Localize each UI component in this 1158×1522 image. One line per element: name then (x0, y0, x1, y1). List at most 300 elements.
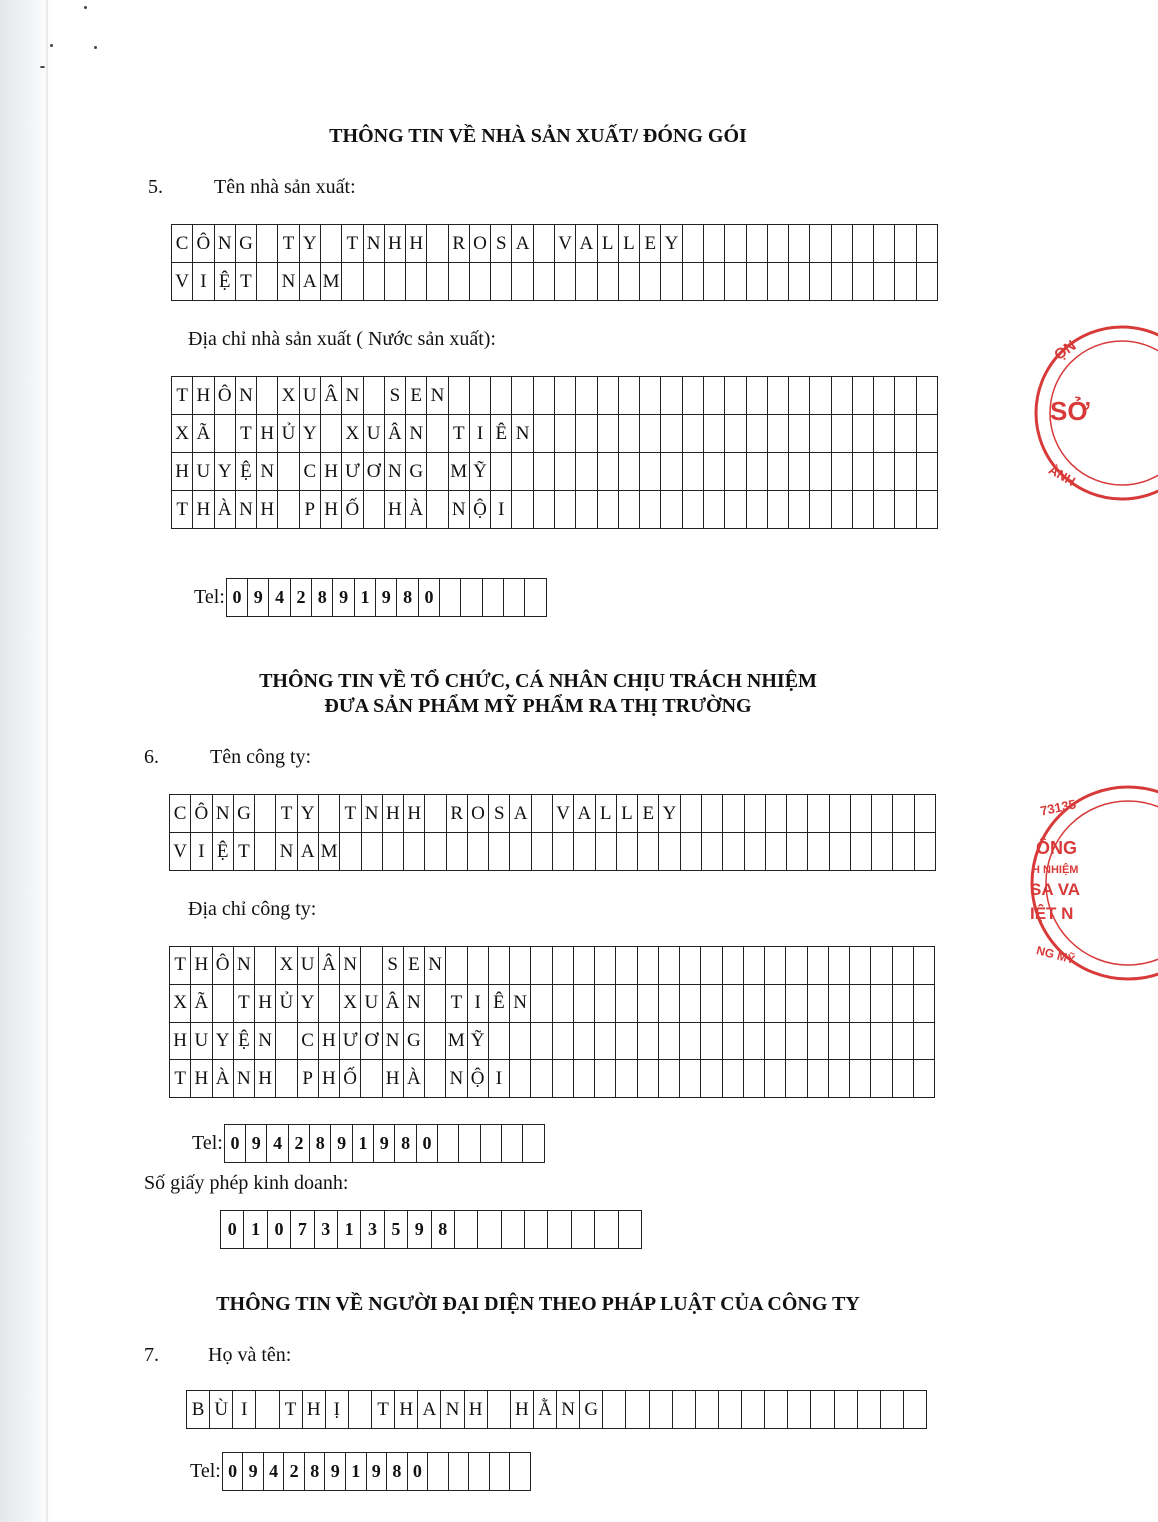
char-box (853, 453, 874, 491)
digit-box: 9 (376, 579, 397, 617)
char-box (917, 377, 938, 415)
char-box: N (449, 491, 470, 529)
char-box (789, 263, 810, 301)
char-box (768, 491, 789, 529)
char-box (683, 263, 704, 301)
manufacturer-tel-grid (226, 578, 547, 617)
digit-box: 9 (333, 579, 354, 617)
char-box: Y (300, 225, 321, 263)
char-box (786, 985, 807, 1023)
char-box (576, 415, 597, 453)
char-box: H (511, 1391, 534, 1429)
char-box (768, 377, 789, 415)
char-box (427, 453, 448, 491)
tel-label: Tel: (190, 1460, 221, 1482)
stamp-center-text: IỆT N (1030, 904, 1074, 923)
char-box (810, 491, 831, 529)
digit-box: 2 (291, 579, 312, 617)
char-box (851, 833, 872, 871)
char-box: V (170, 833, 191, 871)
digit-box (469, 1453, 490, 1491)
char-box: Y (300, 415, 321, 453)
char-box (470, 377, 491, 415)
char-box (449, 263, 470, 301)
char-box (766, 833, 787, 871)
char-box (917, 415, 938, 453)
char-box (723, 1023, 744, 1061)
char-box: T (170, 947, 191, 985)
char-box: T (236, 415, 257, 453)
char-box (701, 1060, 722, 1098)
char-box (701, 1023, 722, 1061)
digit-box: 9 (246, 1125, 267, 1163)
stamp-center-text: ÔNG (1036, 838, 1078, 858)
char-box (850, 1060, 871, 1098)
char-box (427, 225, 448, 263)
char-box (789, 225, 810, 263)
digit-box (459, 1125, 480, 1163)
char-box: X (340, 985, 361, 1023)
char-box (491, 263, 512, 301)
char-box: T (170, 1060, 191, 1098)
char-box: H (465, 1391, 488, 1429)
char-box (489, 947, 510, 985)
char-box (853, 415, 874, 453)
char-box (661, 415, 682, 453)
char-box: A (510, 795, 531, 833)
char-box (874, 377, 895, 415)
char-box (704, 491, 725, 529)
char-box: Ô (213, 947, 234, 985)
char-box: L (619, 225, 640, 263)
char-box (673, 1391, 696, 1429)
char-box: E (404, 947, 425, 985)
char-box (744, 947, 765, 985)
char-box (850, 947, 871, 985)
char-box (808, 1060, 829, 1098)
char-box: N (406, 415, 427, 453)
char-box: U (364, 415, 385, 453)
char-box: G (406, 453, 427, 491)
char-box (598, 453, 619, 491)
char-box (914, 1060, 935, 1098)
char-box (576, 491, 597, 529)
char-box: P (300, 491, 321, 529)
char-box (786, 947, 807, 985)
digit-box: 4 (269, 579, 290, 617)
char-box: H (385, 225, 406, 263)
char-box (829, 1060, 850, 1098)
char-box: M (319, 833, 340, 871)
digit-box: 1 (338, 1211, 361, 1249)
char-box: H (383, 795, 404, 833)
char-box: H (191, 947, 212, 985)
char-box: Y (215, 453, 236, 491)
char-box (853, 263, 874, 301)
char-box (747, 491, 768, 529)
char-box: N (236, 491, 257, 529)
char-box: H (172, 453, 193, 491)
char-box (510, 1060, 531, 1098)
char-box: Ệ (213, 833, 234, 871)
char-box (598, 415, 619, 453)
char-box: N (257, 453, 278, 491)
char-box (765, 947, 786, 985)
char-box: Ủ (276, 985, 297, 1023)
char-box: N (342, 377, 363, 415)
business-license-row (220, 1210, 642, 1249)
digit-box (619, 1211, 642, 1249)
char-box (512, 491, 533, 529)
char-box (832, 415, 853, 453)
char-box (595, 1023, 616, 1061)
char-box (512, 263, 533, 301)
char-box: H (319, 1060, 340, 1098)
representative-name-grid (186, 1390, 927, 1429)
digit-box: 3 (361, 1211, 384, 1249)
char-box: Ằ (534, 1391, 557, 1429)
char-box: H (321, 453, 342, 491)
char-box (427, 491, 448, 529)
char-box (319, 985, 340, 1023)
char-box: Ù (210, 1391, 233, 1429)
char-box (765, 1391, 788, 1429)
char-box (811, 1391, 834, 1429)
char-box (808, 833, 829, 871)
digit-box (525, 1211, 548, 1249)
scan-speck (50, 44, 53, 47)
char-box (788, 1391, 811, 1429)
manufacturer-tel-row (194, 578, 547, 617)
char-box: P (298, 1060, 319, 1098)
char-box: N (276, 833, 297, 871)
representative-name-label: Họ và tên: (208, 1344, 292, 1366)
digit-box: 8 (397, 579, 418, 617)
char-box (425, 1060, 446, 1098)
char-box: G (404, 1023, 425, 1061)
char-box (383, 833, 404, 871)
char-box: Ô (193, 225, 214, 263)
char-box (915, 833, 936, 871)
char-box: Ã (193, 415, 214, 453)
scan-speck (40, 66, 45, 68)
char-box (488, 1391, 511, 1429)
digit-box: 0 (227, 579, 248, 617)
char-box (895, 225, 916, 263)
digit-box (440, 579, 461, 617)
char-box (640, 263, 661, 301)
stamp-arc-text: ỌN (1051, 337, 1080, 364)
char-box (704, 263, 725, 301)
char-box: T (234, 833, 255, 871)
char-box (361, 947, 382, 985)
char-box (745, 833, 766, 871)
char-box (702, 795, 723, 833)
char-box: R (449, 225, 470, 263)
char-box (638, 985, 659, 1023)
char-box (765, 1060, 786, 1098)
manufacturer-address-label: Địa chỉ nhà sản xuất ( Nước sản xuất): (188, 328, 496, 350)
char-box (704, 453, 725, 491)
char-box (768, 415, 789, 453)
char-box (914, 947, 935, 985)
char-box: V (172, 263, 193, 301)
char-box: U (193, 453, 214, 491)
char-box: I (193, 263, 214, 301)
digit-box (455, 1211, 478, 1249)
scan-speck (94, 46, 97, 49)
char-box: S (385, 377, 406, 415)
char-box (617, 833, 638, 871)
stamp-arc-text: NG MỸ (1034, 943, 1077, 967)
char-box (619, 263, 640, 301)
char-box (742, 1391, 765, 1429)
digit-box: 3 (315, 1211, 338, 1249)
char-box (489, 1023, 510, 1061)
char-box (871, 1060, 892, 1098)
char-box (725, 415, 746, 453)
char-box (766, 795, 787, 833)
char-box (321, 225, 342, 263)
char-box (904, 1391, 927, 1429)
char-box (531, 1023, 552, 1061)
char-box (768, 225, 789, 263)
digit-box: 8 (305, 1453, 326, 1491)
char-box: Ê (491, 415, 512, 453)
representative-tel-row (190, 1452, 531, 1491)
digit-box: 8 (432, 1211, 455, 1249)
char-box: N (362, 795, 383, 833)
char-box: Ị (326, 1391, 349, 1429)
char-box: H (257, 491, 278, 529)
char-box: N (510, 985, 531, 1023)
char-box (874, 491, 895, 529)
stamp-arc-text: 73135 (1038, 796, 1078, 819)
digit-box: 1 (355, 579, 376, 617)
char-box (425, 985, 446, 1023)
char-box: H (385, 491, 406, 529)
char-box (768, 263, 789, 301)
char-box (681, 833, 702, 871)
digit-box: 8 (312, 579, 333, 617)
section-number: 5. (148, 176, 163, 198)
digit-box: 2 (289, 1125, 310, 1163)
char-box (555, 491, 576, 529)
char-box (681, 795, 702, 833)
company-stamp-top (1030, 318, 1090, 508)
char-box (744, 985, 765, 1023)
char-box (789, 491, 810, 529)
char-box (723, 947, 744, 985)
char-box (871, 985, 892, 1023)
char-box: N (383, 1023, 404, 1061)
char-box (553, 985, 574, 1023)
char-box (744, 1060, 765, 1098)
char-box: Ỹ (470, 453, 491, 491)
char-box (598, 263, 619, 301)
char-box (853, 491, 874, 529)
char-box (895, 377, 916, 415)
char-box (555, 263, 576, 301)
char-box (278, 491, 299, 529)
char-box (765, 985, 786, 1023)
char-box: H (193, 491, 214, 529)
digit-box: 0 (268, 1211, 291, 1249)
char-box (744, 1023, 765, 1061)
char-box (257, 377, 278, 415)
char-box: Ố (340, 1060, 361, 1098)
char-box (532, 795, 553, 833)
char-box (747, 263, 768, 301)
char-box (810, 415, 831, 453)
stamp-center-text: SỞ (1050, 396, 1090, 426)
char-box: À (215, 491, 236, 529)
char-box (534, 415, 555, 453)
char-box (349, 1391, 372, 1429)
digit-box: 8 (395, 1125, 416, 1163)
char-box: Y (298, 795, 319, 833)
char-box (512, 377, 533, 415)
char-box: N (364, 225, 385, 263)
char-box: X (278, 377, 299, 415)
char-box (491, 377, 512, 415)
char-box: H (257, 415, 278, 453)
char-box (874, 415, 895, 453)
digit-box: 9 (325, 1453, 346, 1491)
digit-box (483, 579, 504, 617)
char-box (917, 453, 938, 491)
char-box: T (236, 263, 257, 301)
char-box (468, 833, 489, 871)
digit-box: 2 (284, 1453, 305, 1491)
char-box (917, 263, 938, 301)
char-box: H (303, 1391, 326, 1429)
char-box (553, 1023, 574, 1061)
char-box: G (234, 795, 255, 833)
char-box (683, 415, 704, 453)
char-box (725, 225, 746, 263)
digit-box: 1 (353, 1125, 374, 1163)
char-box (468, 947, 489, 985)
business-license-grid (220, 1210, 642, 1249)
char-box: N (278, 263, 299, 301)
digit-box (461, 579, 482, 617)
char-box (725, 491, 746, 529)
digit-box (510, 1453, 531, 1491)
char-box (810, 225, 831, 263)
digit-box (481, 1125, 502, 1163)
char-box (534, 377, 555, 415)
char-box: T (372, 1391, 395, 1429)
char-box (640, 453, 661, 491)
char-box (364, 377, 385, 415)
char-box (850, 1023, 871, 1061)
char-box: N (255, 1023, 276, 1061)
char-box: H (406, 225, 427, 263)
char-box (574, 1023, 595, 1061)
char-box (534, 453, 555, 491)
char-box: Y (661, 225, 682, 263)
char-box: Ê (489, 985, 510, 1023)
char-box: H (383, 1060, 404, 1098)
char-box (616, 1023, 637, 1061)
char-box (531, 1060, 552, 1098)
char-box (829, 947, 850, 985)
char-box (255, 795, 276, 833)
char-box: T (172, 377, 193, 415)
char-box (683, 453, 704, 491)
char-box (598, 377, 619, 415)
representative-heading: THÔNG TIN VỀ NGƯỜI ĐẠI DIỆN THEO PHÁP LUẬT CỦA CÔNG TY (216, 1293, 860, 1315)
digit-box: 8 (387, 1453, 408, 1491)
digit-box (523, 1125, 544, 1163)
char-box: Â (321, 377, 342, 415)
char-box (701, 985, 722, 1023)
char-box: T (446, 985, 467, 1023)
char-box (321, 415, 342, 453)
char-box (532, 833, 553, 871)
char-box (723, 833, 744, 871)
char-box: X (170, 985, 191, 1023)
char-box (680, 985, 701, 1023)
char-box (808, 985, 829, 1023)
char-box: Ộ (470, 491, 491, 529)
char-box: Ố (342, 491, 363, 529)
char-box (512, 453, 533, 491)
char-box: N (385, 453, 406, 491)
char-box: N (215, 225, 236, 263)
char-box (871, 947, 892, 985)
char-box (619, 491, 640, 529)
char-box (893, 1023, 914, 1061)
char-box (255, 833, 276, 871)
manufacturer-name-label: Tên nhà sản xuất: (214, 176, 356, 198)
char-box (361, 1060, 382, 1098)
char-box: S (491, 225, 512, 263)
char-box (810, 453, 831, 491)
char-box: N (446, 1060, 467, 1098)
char-box (810, 263, 831, 301)
char-box: H (321, 491, 342, 529)
char-box (832, 453, 853, 491)
char-box: I (191, 833, 212, 871)
char-box (640, 415, 661, 453)
char-box: N (404, 985, 425, 1023)
char-box (215, 415, 236, 453)
char-box (704, 415, 725, 453)
char-box: C (170, 795, 191, 833)
company-address-label: Địa chỉ công ty: (188, 898, 317, 920)
char-box (619, 415, 640, 453)
char-box (640, 491, 661, 529)
char-box (895, 415, 916, 453)
company-tel-grid (224, 1124, 545, 1163)
char-box (723, 1060, 744, 1098)
company-address-grid (169, 946, 935, 1098)
char-box: Â (385, 415, 406, 453)
char-box (213, 985, 234, 1023)
stamp-arc-text: ÀNH (1046, 461, 1079, 490)
digit-box: 0 (223, 1453, 244, 1491)
char-box (626, 1391, 649, 1429)
company-tel-row (192, 1124, 545, 1163)
char-box (832, 377, 853, 415)
char-box (659, 947, 680, 985)
char-box (638, 1023, 659, 1061)
char-box: N (236, 377, 257, 415)
char-box (534, 225, 555, 263)
char-box: T (276, 795, 297, 833)
